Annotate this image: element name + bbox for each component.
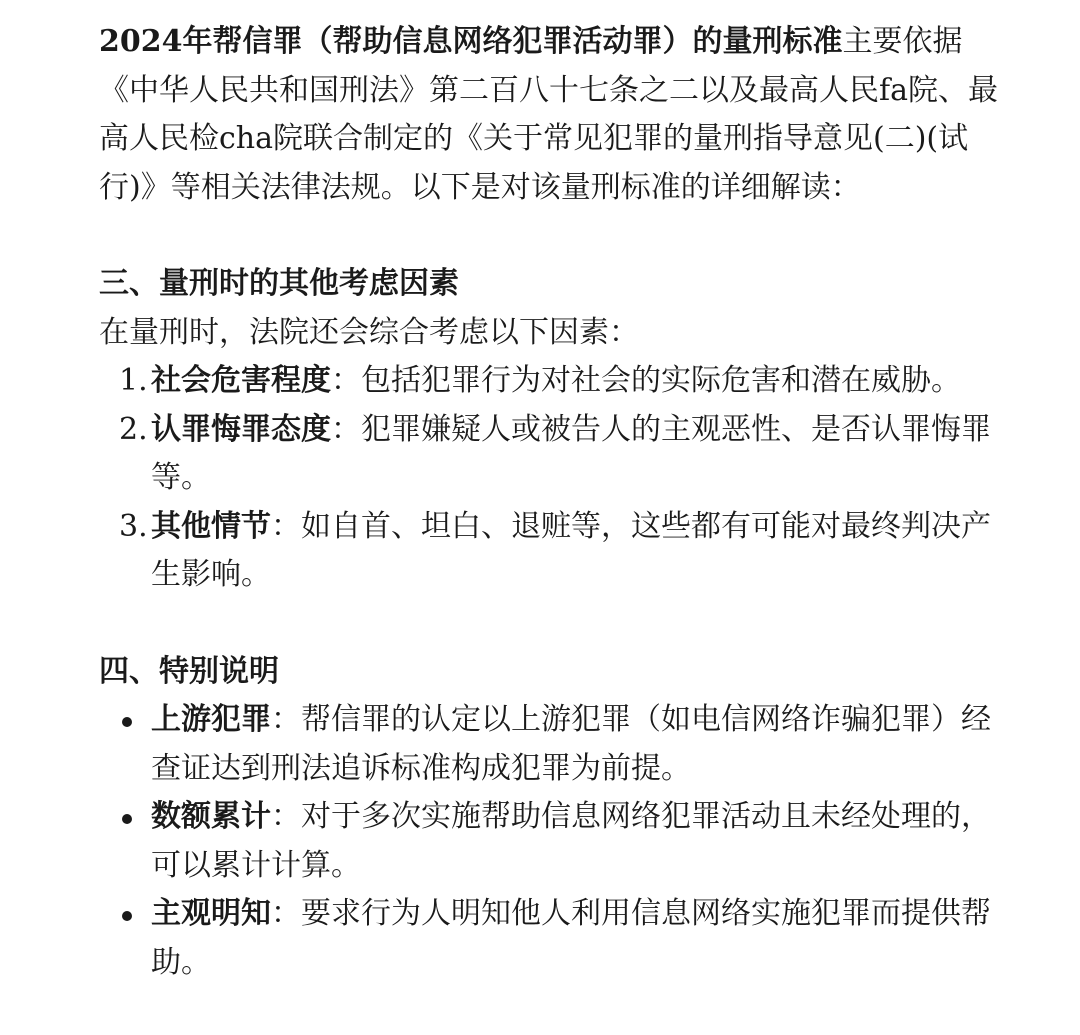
list-term: 认罪悔罪态度 bbox=[151, 411, 331, 447]
section-3-heading: 三、量刑时的其他考虑因素 bbox=[99, 266, 459, 301]
intro-paragraph bbox=[99, 18, 1009, 212]
list-item bbox=[99, 696, 1009, 793]
list-item bbox=[99, 406, 1009, 503]
list-item bbox=[99, 793, 1009, 890]
list-text: ：如自首、坦白、退赃等，这些都有可能对最终判决产生影响。 bbox=[151, 508, 991, 592]
list-item bbox=[99, 357, 1009, 406]
notes-list bbox=[99, 696, 1009, 987]
list-item bbox=[99, 503, 1009, 600]
list-text: ：犯罪嫌疑人或被告人的主观恶性、是否认罪悔罪等。 bbox=[151, 411, 991, 495]
intro-bold-text: 2024年帮信罪（帮助信息网络犯罪活动罪）的量刑标准 bbox=[99, 24, 843, 59]
bullet-icon bbox=[122, 814, 132, 824]
intro-text: 主要依据《中华人民共和国刑法》第二百八十七条之二以及最高人民fa院、最高人民检cha院联合制定的《关于常见犯罪的量刑指导意见(二)(试行)》等相关法律法规。以下是对该量刑标准的详细解读： bbox=[99, 24, 998, 205]
list-text: ：对于多次实施帮助信息网络犯罪活动且未经处理的，可以累计计算。 bbox=[151, 799, 991, 883]
document-body bbox=[99, 18, 1009, 987]
list-term: 上游犯罪 bbox=[151, 702, 271, 737]
bullet-icon bbox=[122, 717, 132, 727]
list-term: 其他情节 bbox=[151, 508, 271, 544]
list-number: 3. bbox=[119, 508, 148, 544]
list-term: 主观明知 bbox=[151, 896, 271, 931]
section-3-lead: 在量刑时，法院还会综合考虑以下因素： bbox=[99, 314, 639, 350]
section-4-heading: 四、特别说明 bbox=[99, 653, 279, 689]
list-item bbox=[99, 890, 1009, 987]
list-term: 社会危害程度 bbox=[151, 363, 331, 398]
list-text: ：要求行为人明知他人利用信息网络实施犯罪而提供帮助。 bbox=[151, 896, 991, 980]
bullet-icon bbox=[122, 911, 132, 921]
list-number: 1. bbox=[119, 363, 148, 398]
list-term: 数额累计 bbox=[151, 799, 271, 834]
list-number: 2. bbox=[119, 411, 148, 447]
list-text: ：帮信罪的认定以上游犯罪（如电信网络诈骗犯罪）经查证达到刑法追诉标准构成犯罪为前提。 bbox=[151, 702, 991, 786]
list-text: ：包括犯罪行为对社会的实际危害和潜在威胁。 bbox=[331, 363, 961, 398]
factors-list bbox=[99, 357, 1009, 600]
